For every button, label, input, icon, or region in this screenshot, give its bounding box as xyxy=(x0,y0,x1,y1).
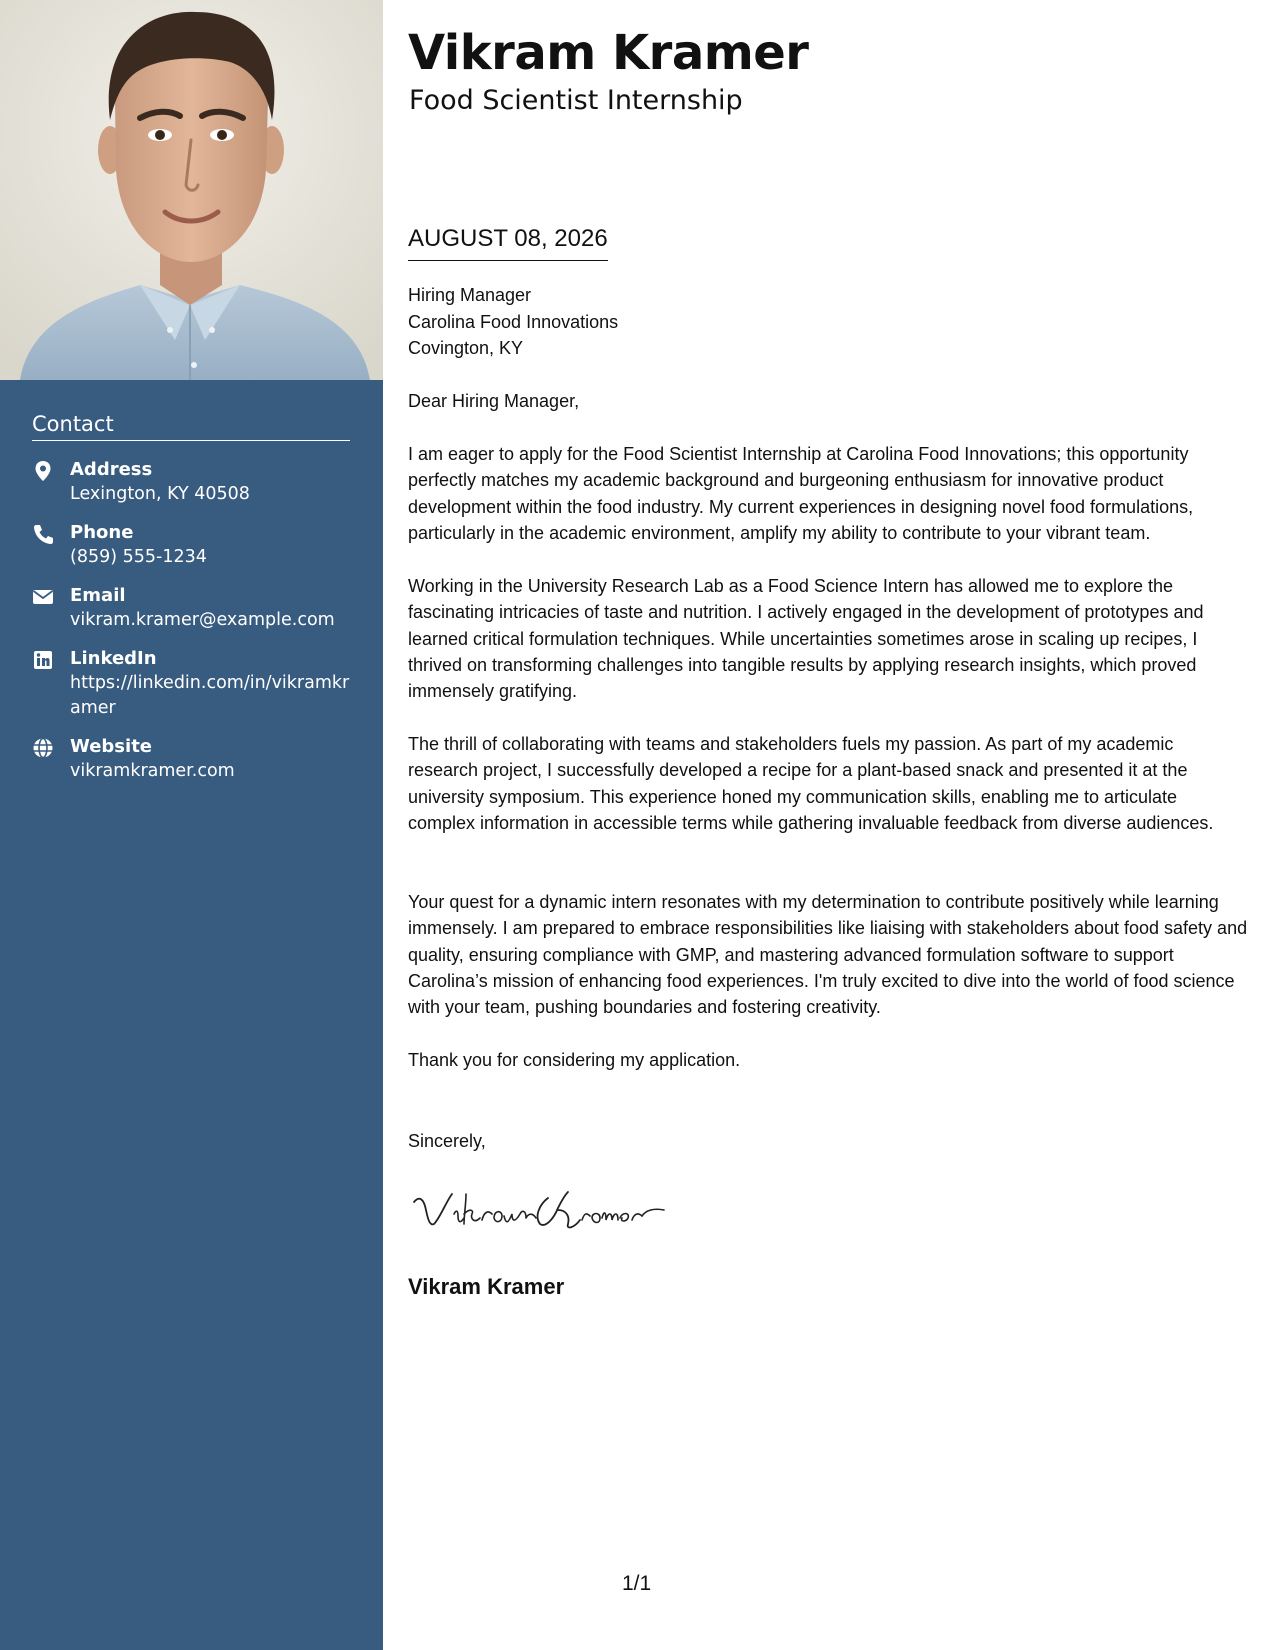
sidebar xyxy=(0,0,383,1650)
contact-label: Phone xyxy=(70,522,134,543)
envelope-icon xyxy=(32,586,54,608)
contact-label: LinkedIn xyxy=(70,648,157,669)
recipient-line: Carolina Food Innovations xyxy=(408,311,619,332)
paragraph: Working in the University Research Lab as a Food Science Intern has allowed me to explore the fascinating intricacies of taste and nutrition. I actively engaged in the development of prototypes and learned critical formulation techniques. While uncertainties sometimes arose in scaling up recipes, I thrived on transforming challenges into tangible results by applying research insights, which proved immensely gratifying. xyxy=(408,576,1204,702)
recipient-line: Hiring Manager xyxy=(408,285,532,305)
paragraph: I am eager to apply for the Food Scientist Internship at Carolina Food Innovations; this opportunity perfectly matches my academic background and burgeoning enthusiasm for innovative product development within the food industry. My current experiences in designing novel food formulations, particularly in the academic environment, amplify my ability to contribute to your vibrant team. xyxy=(408,444,1194,543)
signer-name: Vikram Kramer xyxy=(408,1274,565,1299)
contact-value: (859) 555-1234 xyxy=(70,547,207,567)
paragraph: The thrill of collaborating with teams and stakeholders fuels my passion. As part of my academic research project, I successfully developed a recipe for a plant-based snack and presented it at the university symposium. This experience honed my communication skills, enabling me to articulate complex information in accessible terms while gathering invaluable feedback from diverse audiences. xyxy=(408,734,1214,833)
map-pin-icon xyxy=(32,460,54,482)
paragraph: Your quest for a dynamic intern resonates with my determination to contribute positively while learning immensely. I am prepared to embrace responsibilities like liaising with stakeholders about food safety and quality, ensuring compliance with GMP, and mastering advanced formulation software to support Carolina’s mission of enhancing food experiences. I'm truly excited to dive into the world of food science with your team, pushing boundaries and fostering creativity. xyxy=(408,892,1248,1018)
salutation: Dear Hiring Manager, xyxy=(408,391,580,411)
contact-link[interactable]: https://linkedin.com/in/vikramkramer xyxy=(70,673,350,718)
contact-heading: Contact xyxy=(32,412,350,441)
applicant-name: Vikram Kramer xyxy=(408,25,809,81)
contact-link[interactable]: vikramkramer.com xyxy=(70,761,235,781)
letter-date: AUGUST 08, 2026 xyxy=(408,222,608,261)
recipient-line: Covington, KY xyxy=(408,338,524,358)
contact-value: Lexington, KY 40508 xyxy=(70,484,250,504)
closing: Sincerely, xyxy=(408,1131,486,1151)
contact-label: Website xyxy=(70,736,153,757)
job-title: Food Scientist Internship xyxy=(409,85,743,116)
profile-photo xyxy=(0,0,383,380)
contact-label: Email xyxy=(70,585,126,606)
handwritten-signature xyxy=(408,1180,678,1240)
recipient-block xyxy=(408,282,618,362)
globe-icon xyxy=(32,737,54,759)
page-number: 1/1 xyxy=(622,1572,652,1595)
closing-thanks: Thank you for considering my application. xyxy=(408,1050,741,1070)
linkedin-icon xyxy=(32,649,54,671)
contact-label: Address xyxy=(70,459,153,480)
phone-icon xyxy=(32,523,54,545)
contact-value: vikram.kramer@example.com xyxy=(70,610,335,630)
